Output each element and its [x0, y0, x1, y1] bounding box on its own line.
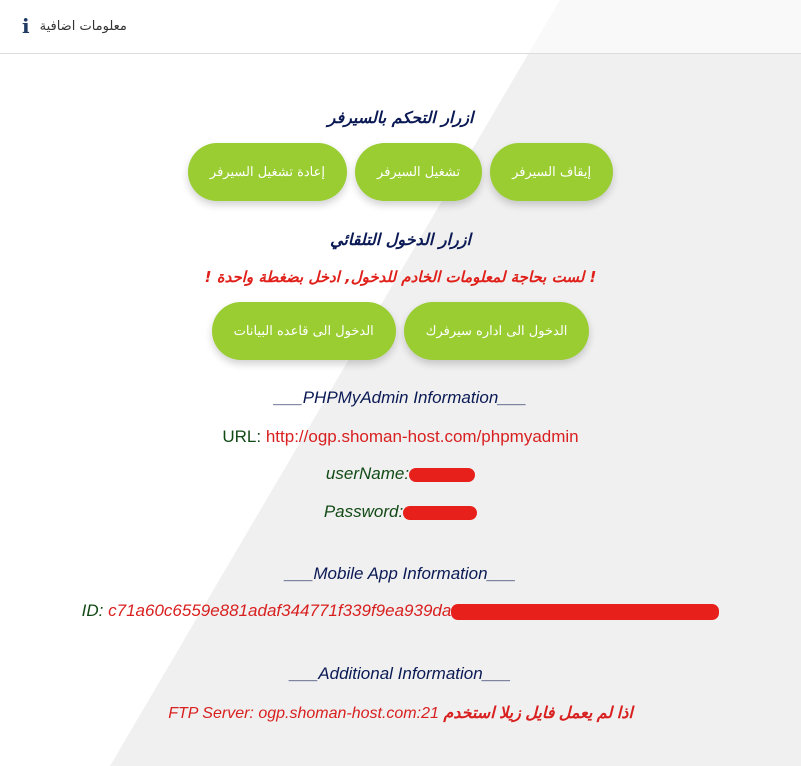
- mobile-id-line: [0, 601, 801, 621]
- password-label: Password:: [323, 502, 404, 521]
- redacted-username: [409, 468, 475, 482]
- additional-info-title: ___Additional Information___: [289, 664, 512, 683]
- auto-login-title: ازرار الدخول التلقائي: [330, 230, 471, 249]
- header-title: معلومات اضافية: [39, 18, 127, 34]
- phpmyadmin-username-line: [0, 464, 801, 484]
- ftp-server-value: FTP Server: ogp.shoman-host.com:21: [168, 705, 439, 722]
- redacted-password: [403, 506, 477, 520]
- info-icon: i: [22, 14, 30, 38]
- username-label: userName:: [325, 464, 410, 483]
- phpmyadmin-url-link[interactable]: http://ogp.shoman-host.com/phpmyadmin: [265, 427, 579, 446]
- header-info-group[interactable]: [22, 16, 127, 36]
- main-content: [0, 54, 801, 766]
- phpmyadmin-title: ___PHPMyAdmin Information___: [274, 388, 527, 407]
- phpmyadmin-password-line: [0, 502, 801, 522]
- server-panel-login-button[interactable]: الدخول الى اداره سيرفرك: [404, 302, 590, 360]
- redacted-mobile-id: [451, 604, 719, 620]
- auto-login-warning: ! لست بحاجة لمعلومات الخادم للدخول, ادخل بضغطة واحدة !: [204, 268, 597, 286]
- ftp-note: اذا لم يعمل فايل زيلا استخدم: [443, 705, 633, 722]
- phpmyadmin-url-line: [0, 427, 801, 447]
- ftp-server-line: [0, 703, 801, 723]
- auto-login-row: [0, 302, 801, 360]
- stop-server-button[interactable]: إيقاف السيرفر: [490, 143, 613, 201]
- start-server-button[interactable]: تشغيل السيرفر: [355, 143, 482, 201]
- mobile-id-value: c71a60c6559e881adaf344771f339f9ea939da: [108, 601, 452, 620]
- panel-header: [0, 0, 801, 54]
- mobile-app-title: ___Mobile App Information___: [285, 564, 516, 583]
- server-controls-title: ازرار التحكم بالسيرفر: [327, 108, 474, 127]
- server-controls-row: [0, 143, 801, 201]
- url-label: URL:: [222, 427, 262, 446]
- restart-server-button[interactable]: إعادة تشغيل السيرفر: [188, 143, 347, 201]
- database-login-button[interactable]: الدخول الى قاعده البيانات: [212, 302, 396, 360]
- id-label: ID:: [81, 601, 104, 620]
